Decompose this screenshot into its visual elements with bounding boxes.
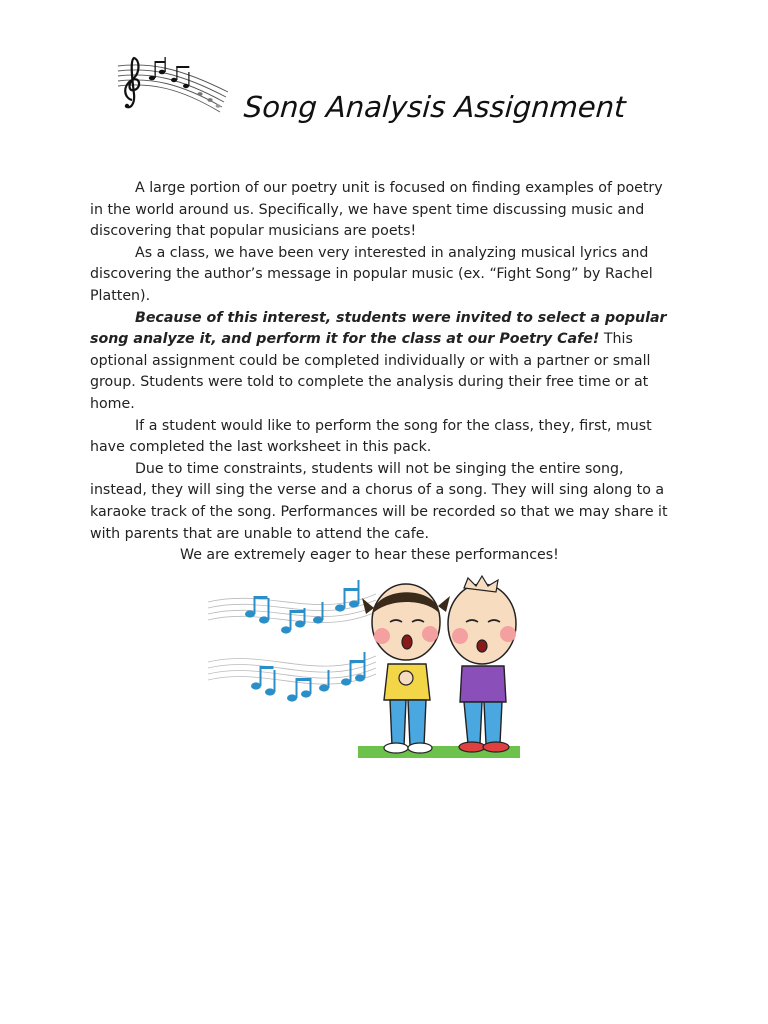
paragraph-requirement: If a student would like to perform the song for the class, they, first, must have completed the last worksheet in this pack. <box>90 417 652 456</box>
page-title: Song Analysis Assignment <box>242 90 627 124</box>
boy-figure <box>448 576 516 752</box>
invitation-emphasis: Because of this interest, students were invited to select a popular song analyze it, and perform it for the class at our Poetry Cafe! <box>90 309 667 348</box>
paragraph-invitation <box>90 308 674 416</box>
body-text <box>90 178 674 567</box>
paragraph-intro: A large portion of our poetry unit is focused on finding examples of poetry in the world around us. Specifically, we have spent time discussing music and discovering that popular musicians are poets! <box>90 180 663 240</box>
paragraph-constraints: Due to time constraints, students will not be singing the entire song, instead, they will sing the verse and a chorus of a song. They will sing along to a karaoke track of the song. Performances will be recorded so that we may share it with parents that are unable to attend the cafe. <box>90 460 668 542</box>
paragraph-closing: We are extremely eager to hear these performances! <box>180 547 559 564</box>
kids-singing-illustration <box>206 574 524 760</box>
invitation-details: This optional assignment could be completed individually or with a partner or small group. Students were told to complete the analysis during their free time or at home. <box>90 331 651 412</box>
music-notes-icon <box>110 48 232 126</box>
paragraph-interest: As a class, we have been very interested in analyzing musical lyrics and discovering the author’s message in popular music (ex. “Fight Song” by Rachel Platten). <box>90 244 653 304</box>
